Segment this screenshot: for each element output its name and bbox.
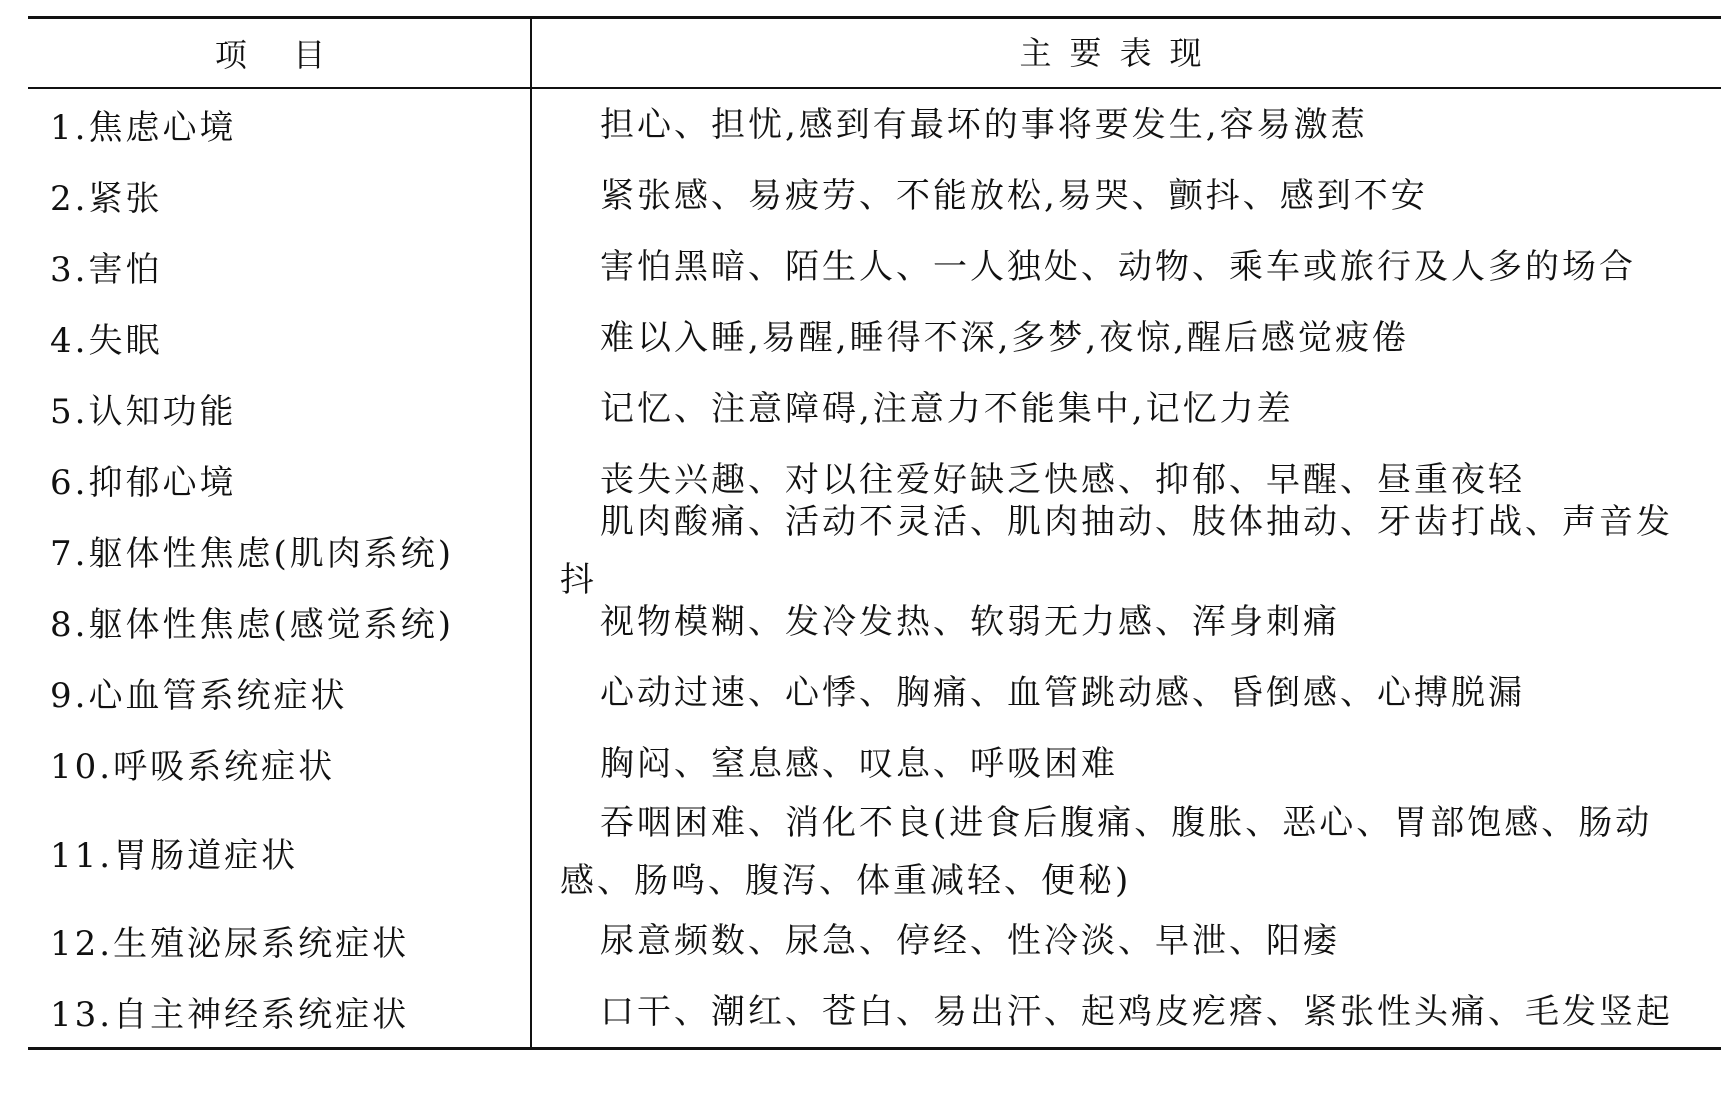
desc-text: 难以入睡,易醒,睡得不深,多梦,夜惊,醒后感觉疲倦 [600,317,1410,358]
desc-cell [532,976,1721,1047]
table-row [28,586,1721,657]
table-row [28,657,1721,728]
desc-cell [532,160,1721,231]
table-row [28,501,1721,600]
item-cell: 1.焦虑心境 [28,89,532,160]
desc-cell [532,373,1721,444]
desc-text: 丧失兴趣、对以往爱好缺乏快感、抑郁、早醒、昼重夜轻 [600,459,1525,500]
desc-text: 吞咽困难、消化不良(进食后腹痛、腹胀、恶心、胃部饱感、肠动感、肠鸣、腹泻、体重减轻、便秘) [560,803,1653,901]
table-row [28,160,1721,231]
desc-text: 心动过速、心悸、胸痛、血管跳动感、昏倒感、心搏脱漏 [600,672,1525,713]
desc-cell [532,302,1721,373]
item-cell: 8.躯体性焦虑(感觉系统) [28,586,532,657]
table-row [28,799,1721,905]
table-header [28,19,1721,89]
table-row [28,89,1721,160]
desc-text: 视物模糊、发冷发热、软弱无力感、浑身刺痛 [600,601,1340,642]
item-cell: 11.胃肠道症状 [28,799,532,905]
table-row [28,728,1721,799]
table-row [28,373,1721,444]
desc-cell [532,657,1721,728]
symptom-table [28,16,1721,1050]
header-item [28,19,532,87]
item-cell: 3.害怕 [28,231,532,302]
item-cell: 10.呼吸系统症状 [28,728,532,799]
item-cell: 5.认知功能 [28,373,532,444]
desc-text: 担心、担忧,感到有最坏的事将要发生,容易激惹 [600,104,1368,145]
desc-text: 害怕黑暗、陌生人、一人独处、动物、乘车或旅行及人多的场合 [600,246,1636,287]
table-row [28,976,1721,1047]
desc-cell [532,728,1721,799]
desc-text: 肌肉酸痛、活动不灵活、肌肉抽动、肢体抽动、牙齿打战、声音发抖 [560,501,1673,600]
desc-cell [532,501,1721,600]
item-cell: 9.心血管系统症状 [28,657,532,728]
desc-cell [532,89,1721,160]
header-item-label: 项 目 [214,36,344,74]
item-cell: 13.自主神经系统症状 [28,976,532,1047]
item-cell: 6.抑郁心境 [28,444,532,515]
table-row [28,302,1721,373]
desc-text: 口干、潮红、苍白、易出汗、起鸡皮疙瘩、紧张性头痛、毛发竖起 [600,991,1673,1032]
item-cell: 2.紧张 [28,160,532,231]
desc-text: 记忆、注意障碍,注意力不能集中,记忆力差 [600,388,1294,429]
desc-text: 胸闷、窒息感、叹息、呼吸困难 [600,743,1118,784]
desc-cell [532,799,1721,905]
item-cell: 7.躯体性焦虑(肌肉系统) [28,515,532,586]
table-row [28,231,1721,302]
header-manifestation [532,19,1721,87]
item-cell: 12.生殖泌尿系统症状 [28,905,532,976]
desc-cell [532,905,1721,976]
desc-text: 尿意频数、尿急、停经、性冷淡、早泄、阳痿 [600,920,1340,961]
desc-text: 紧张感、易疲劳、不能放松,易哭、颤抖、感到不安 [600,175,1428,216]
desc-cell [532,586,1721,657]
desc-cell [532,231,1721,302]
header-manifestation-label: 主要表现 [1019,34,1220,72]
table-row [28,905,1721,976]
item-cell: 4.失眠 [28,302,532,373]
